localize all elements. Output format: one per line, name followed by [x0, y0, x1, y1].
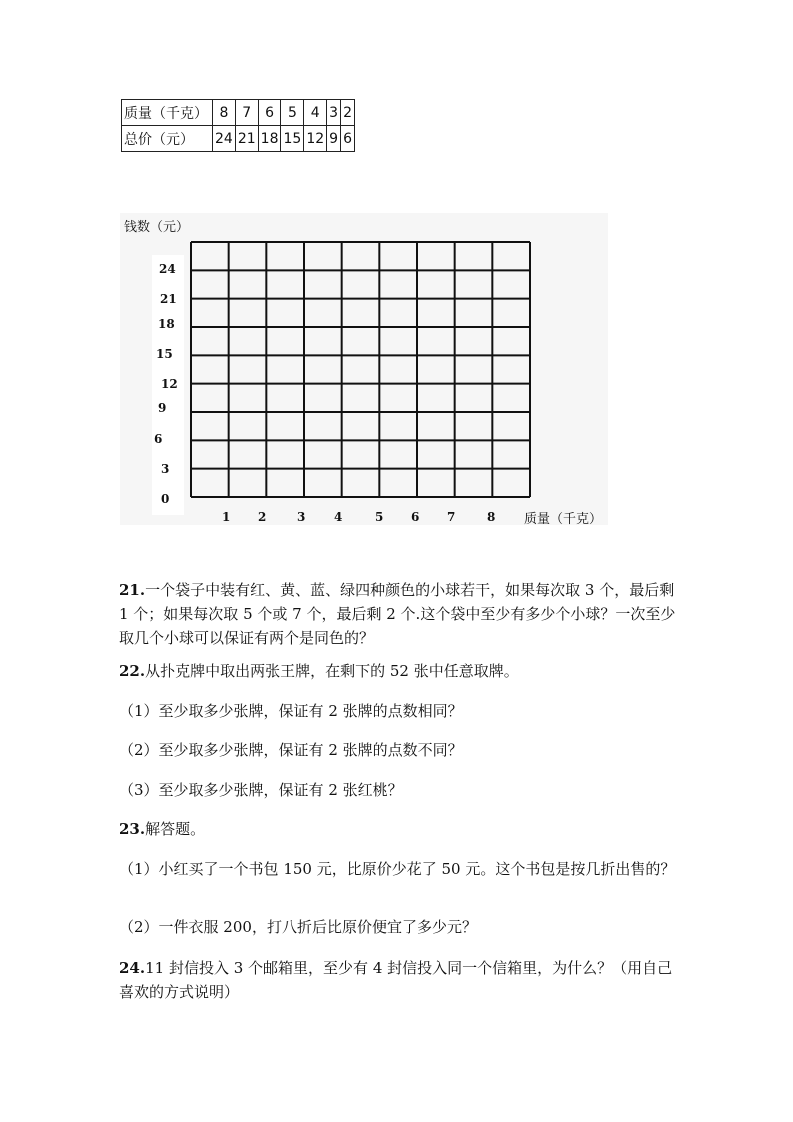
question-24-text: 11 封信投入 3 个邮箱里，至少有 4 封信投入同一个信箱里，为什么？（用自己喜欢的方式说明）: [119, 959, 673, 1001]
table-cell: 12: [304, 126, 327, 152]
y-tick-label: 15: [156, 347, 173, 361]
question-23-part-2: （2）一件衣服 200，打八折后比原价便宜了多少元？: [119, 918, 477, 936]
y-tick-label: 24: [159, 262, 176, 276]
y-tick-label: 12: [161, 377, 178, 391]
y-tick-label: 0: [161, 492, 170, 506]
question-22-part-1: （1）至少取多少张牌，保证有 2 张牌的点数相同？: [119, 702, 463, 720]
x-tick-label: 6: [411, 510, 420, 524]
x-tick-label: 4: [334, 510, 343, 524]
question-22-text: 从扑克牌中取出两张王牌，在剩下的 52 张中任意取牌。: [145, 662, 519, 680]
y-tick-label: 6: [154, 432, 163, 446]
question-24-number: 24.: [119, 959, 146, 977]
question-23-number: 23.: [119, 820, 146, 838]
table-cell: 6: [258, 100, 281, 126]
table-cell: 9: [327, 126, 341, 152]
table-cell: 3: [327, 100, 341, 126]
question-22-number: 22.: [119, 662, 146, 680]
question-21-number: 21.: [119, 581, 146, 599]
x-tick-label: 1: [222, 510, 231, 524]
table-cell: 21: [235, 126, 258, 152]
x-tick-label: 7: [447, 510, 456, 524]
question-21: [119, 578, 679, 650]
question-22: [119, 659, 679, 683]
table-cell: 6: [341, 126, 355, 152]
table-row-label: 总价（元）: [122, 126, 213, 152]
x-tick-label: 5: [375, 510, 384, 524]
table-cell: 18: [258, 126, 281, 152]
table-cell: 2: [341, 100, 355, 126]
x-axis-label: 质量（千克）: [524, 512, 603, 527]
question-23: [119, 817, 679, 841]
y-tick-label: 9: [158, 401, 167, 415]
question-22-part-3: （3）至少取多少张牌，保证有 2 张红桃？: [119, 781, 403, 799]
table-cell: 15: [281, 126, 304, 152]
y-tick-label: 18: [158, 317, 175, 331]
table-cell: 5: [281, 100, 304, 126]
question-24: [119, 956, 679, 1004]
table-row-label: 质量（千克）: [122, 100, 213, 126]
table-cell: 24: [213, 126, 236, 152]
x-tick-label: 2: [258, 510, 267, 524]
y-tick-label: 3: [161, 462, 170, 476]
table-cell: 4: [304, 100, 327, 126]
question-23-part-1: （1）小红买了一个书包 150 元，比原价少花了 50 元。这个书包是按几折出售的？: [119, 860, 676, 878]
y-tick-label: 21: [160, 292, 177, 306]
table-cell: 7: [235, 100, 258, 126]
x-tick-label: 8: [487, 510, 496, 524]
question-22-part-2: （2）至少取多少张牌，保证有 2 张牌的点数不同？: [119, 741, 463, 759]
question-23-text: 解答题。: [145, 820, 206, 838]
question-21-text: 一个袋子中装有红、黄、蓝、绿四种颜色的小球若干，如果每次取 3 个，最后剩 1 个；如果每次取 5 个或 7 个，最后剩 2 个.这个袋中至少有多少个小球？一次至少取几个小球可以保证有两个是同色的？: [119, 581, 676, 647]
table-cell: 8: [213, 100, 236, 126]
x-tick-label: 3: [297, 510, 306, 524]
y-axis-label: 钱数（元）: [124, 220, 190, 235]
